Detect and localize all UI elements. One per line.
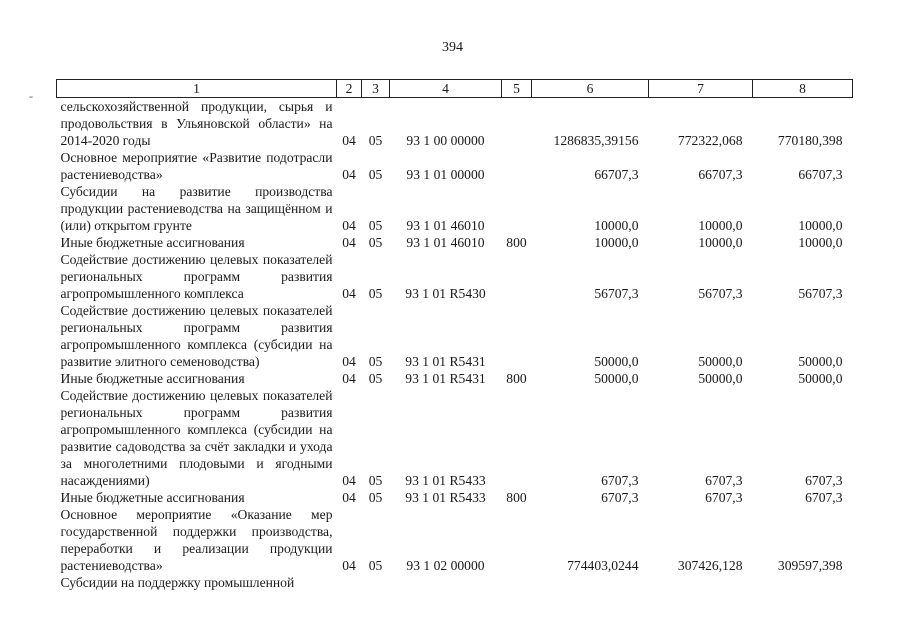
cell-amount-6: 66707,3 (594, 167, 639, 182)
cell-amount-8: 10000,0 (798, 218, 843, 233)
table-row (57, 489, 853, 506)
cell-subsection: 05 (368, 473, 383, 488)
page-number: 394 (442, 40, 463, 55)
table-row (57, 149, 853, 183)
row-name: Содействие достижению целевых показателей региональных программ развития агропромышленного комплекса (субсидии на развитие элитного семеноводства) (60, 303, 333, 369)
cell-amount-6: 10000,0 (594, 235, 639, 250)
cell-section: 04 (342, 558, 356, 573)
cell-target-article: 93 1 00 00000 (406, 133, 485, 148)
row-name: Основное мероприятие «Развитие подотрасли растениеводства» (60, 150, 333, 182)
cell-section (337, 574, 362, 591)
table-row (57, 387, 853, 489)
cell-amount-7 (649, 574, 753, 591)
cell-section: 04 (342, 286, 356, 301)
row-name: сельскохозяйственной продукции, сырья и продовольствия в Ульяновской области» на 2014-2020 годы (60, 99, 333, 148)
table-row (57, 506, 853, 574)
cell-target-article: 93 1 01 R5431 (405, 371, 486, 386)
cell-expense-type (502, 183, 532, 234)
cell-target-article: 93 1 01 46010 (406, 218, 485, 233)
column-header: 8 (753, 80, 853, 98)
cell-expense-type: 800 (506, 235, 527, 250)
cell-amount-8: 6707,3 (805, 473, 843, 488)
column-header: 5 (502, 80, 532, 98)
cell-subsection: 05 (368, 558, 383, 573)
cell-amount-6: 6707,3 (601, 473, 639, 488)
cell-amount-7: 50000,0 (698, 371, 743, 386)
table-row (57, 183, 853, 234)
cell-subsection: 05 (368, 235, 383, 250)
cell-amount-7: 56707,3 (698, 286, 743, 301)
cell-amount-7: 772322,068 (677, 133, 743, 148)
cell-section: 04 (342, 490, 356, 505)
cell-amount-6: 50000,0 (594, 371, 639, 386)
cell-subsection: 05 (368, 354, 383, 369)
cell-expense-type (502, 506, 532, 574)
column-header: 1 (57, 80, 337, 98)
column-header: 3 (362, 80, 390, 98)
cell-target-article: 93 1 01 00000 (406, 167, 485, 182)
cell-amount-8 (753, 574, 853, 591)
cell-section: 04 (342, 167, 356, 182)
cell-amount-7: 66707,3 (698, 167, 743, 182)
cell-amount-8: 770180,398 (777, 133, 843, 148)
row-name: Иные бюджетные ассигнования (60, 490, 245, 505)
row-name: Субсидии на поддержку промышленной (60, 575, 295, 590)
cell-section: 04 (342, 218, 356, 233)
row-name: Субсидии на развитие производства продукции растениеводства на защищённом и (или) открытом грунте (60, 184, 333, 233)
cell-subsection: 05 (368, 490, 383, 505)
table-row (57, 251, 853, 302)
table-row (57, 98, 853, 150)
row-name: Основное мероприятие «Оказание мер государственной поддержки производства, переработки и реализации продукции растениеводства» (60, 507, 333, 573)
cell-amount-6: 774403,0244 (567, 558, 639, 573)
cell-subsection: 05 (368, 218, 383, 233)
cell-expense-type (502, 302, 532, 370)
cell-amount-6: 10000,0 (594, 218, 639, 233)
cell-expense-type (502, 149, 532, 183)
column-header: 6 (532, 80, 649, 98)
cell-section: 04 (342, 235, 356, 250)
cell-amount-8: 50000,0 (798, 354, 843, 369)
column-header: 2 (337, 80, 362, 98)
cell-section: 04 (342, 133, 356, 148)
row-name: Иные бюджетные ассигнования (60, 371, 245, 386)
cell-amount-8: 66707,3 (798, 167, 843, 182)
cell-expense-type (502, 98, 532, 150)
cell-amount-6: 1286835,39156 (553, 133, 639, 148)
cell-amount-7: 307426,128 (677, 558, 743, 573)
row-name: Содействие достижению целевых показателей региональных программ развития агропромышленного комплекса (субсидии на развитие садоводства за счёт закладки и ухода за многолетними плодовыми и ягодными насаждениями) (60, 388, 333, 488)
cell-amount-8: 309597,398 (777, 558, 843, 573)
cell-amount-7: 10000,0 (698, 218, 743, 233)
cell-amount-7: 6707,3 (705, 490, 743, 505)
cell-section: 04 (342, 371, 356, 386)
cell-amount-8: 10000,0 (798, 235, 843, 250)
cell-expense-type: 800 (506, 371, 527, 386)
row-name: Содействие достижению целевых показателей региональных программ развития агропромышленного комплекса (60, 252, 333, 301)
cell-expense-type (502, 251, 532, 302)
cell-expense-type (502, 574, 532, 591)
cell-amount-7: 6707,3 (705, 473, 743, 488)
cell-subsection: 05 (368, 133, 383, 148)
table-row (57, 370, 853, 387)
cell-amount-8: 6707,3 (805, 490, 843, 505)
cell-target-article (390, 574, 502, 591)
margin-mark: - (29, 89, 33, 103)
cell-section: 04 (342, 473, 356, 488)
column-number-row (57, 80, 853, 98)
cell-amount-8: 50000,0 (798, 371, 843, 386)
cell-amount-6 (532, 574, 649, 591)
column-header: 7 (649, 80, 753, 98)
cell-subsection (362, 574, 390, 591)
cell-expense-type: 800 (506, 490, 527, 505)
cell-target-article: 93 1 01 R5431 (405, 354, 486, 369)
cell-subsection: 05 (368, 371, 383, 386)
cell-amount-6: 50000,0 (594, 354, 639, 369)
cell-subsection: 05 (368, 286, 383, 301)
cell-amount-7: 10000,0 (698, 235, 743, 250)
cell-target-article: 93 1 01 R5433 (405, 473, 486, 488)
cell-amount-7: 50000,0 (698, 354, 743, 369)
cell-target-article: 93 1 01 46010 (406, 235, 485, 250)
cell-subsection: 05 (368, 167, 383, 182)
table-row (57, 234, 853, 251)
cell-amount-6: 6707,3 (601, 490, 639, 505)
cell-amount-8: 56707,3 (798, 286, 843, 301)
cell-expense-type (502, 387, 532, 489)
table-row (57, 302, 853, 370)
cell-target-article: 93 1 01 R5430 (405, 286, 486, 301)
column-header: 4 (390, 80, 502, 98)
cell-section: 04 (342, 354, 356, 369)
row-name: Иные бюджетные ассигнования (60, 235, 245, 250)
budget-table (56, 79, 853, 591)
table-row (57, 574, 853, 591)
cell-target-article: 93 1 02 00000 (406, 558, 485, 573)
cell-amount-6: 56707,3 (594, 286, 639, 301)
cell-target-article: 93 1 01 R5433 (405, 490, 486, 505)
